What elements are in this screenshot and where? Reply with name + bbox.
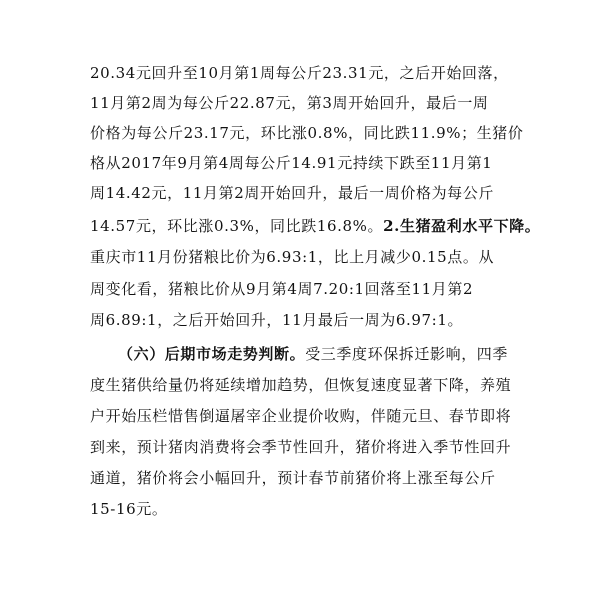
section-6-first-line (118, 344, 520, 364)
paragraph-line-8: 周变化看，猪粮比价从9月第4周7.20:1回落至11月第2 (90, 280, 474, 298)
paragraph-line-6-text: 14.57元，环比涨0.3%，同比跌16.8%。 (90, 217, 384, 235)
paragraph-line-1: 20.34元回升至10月第1周每公斤23.31元，之后开始回落， (90, 64, 509, 82)
paragraph-line-14: 15-16元。 (90, 500, 168, 518)
paragraph-line-12: 到来，预计猪肉消费将会季节性回升，猪价将进入季节性回升 (90, 438, 512, 456)
paragraph-line-2: 11月第2周为每公斤22.87元，第3周开始回升，最后一周 (90, 94, 489, 112)
paragraph-line-3: 价格为每公斤23.17元，环比涨0.8%，同比跌11.9%；生猪价 (90, 124, 524, 142)
paragraph-line-7: 重庆市11月份猪粮比价为6.93:1，比上月减少0.15点。从 (90, 248, 495, 266)
paragraph-line-9: 周6.89:1，之后开始回升，11月最后一周为6.97:1。 (90, 311, 464, 329)
paragraph-line-13: 通道，猪价将会小幅回升，预计春节前猪价将上涨至每公斤 (90, 469, 496, 487)
paragraph-line-5: 周14.42元，11月第2周开始回升，最后一周价格为每公斤 (90, 184, 494, 202)
paragraph-line-10: 度生猪供给量仍将延续增加趋势，但恢复速度显著下降，养殖 (90, 376, 512, 394)
paragraph-line-4: 格从2017年9月第4周每公斤14.91元持续下跌至11月第1 (90, 154, 493, 172)
section-6-heading: （六）后期市场走势判断。 (118, 345, 306, 363)
paragraph-line-11: 户开始压栏惜售倒逼屠宰企业提价收购，伴随元旦、春节即将 (90, 407, 512, 425)
section-6-first-line-text: 受三季度环保拆迁影响，四季 (305, 345, 509, 363)
subheading-profitability: 2.生猪盈利水平下降。 (383, 217, 541, 235)
paragraph-line-6 (90, 216, 541, 236)
